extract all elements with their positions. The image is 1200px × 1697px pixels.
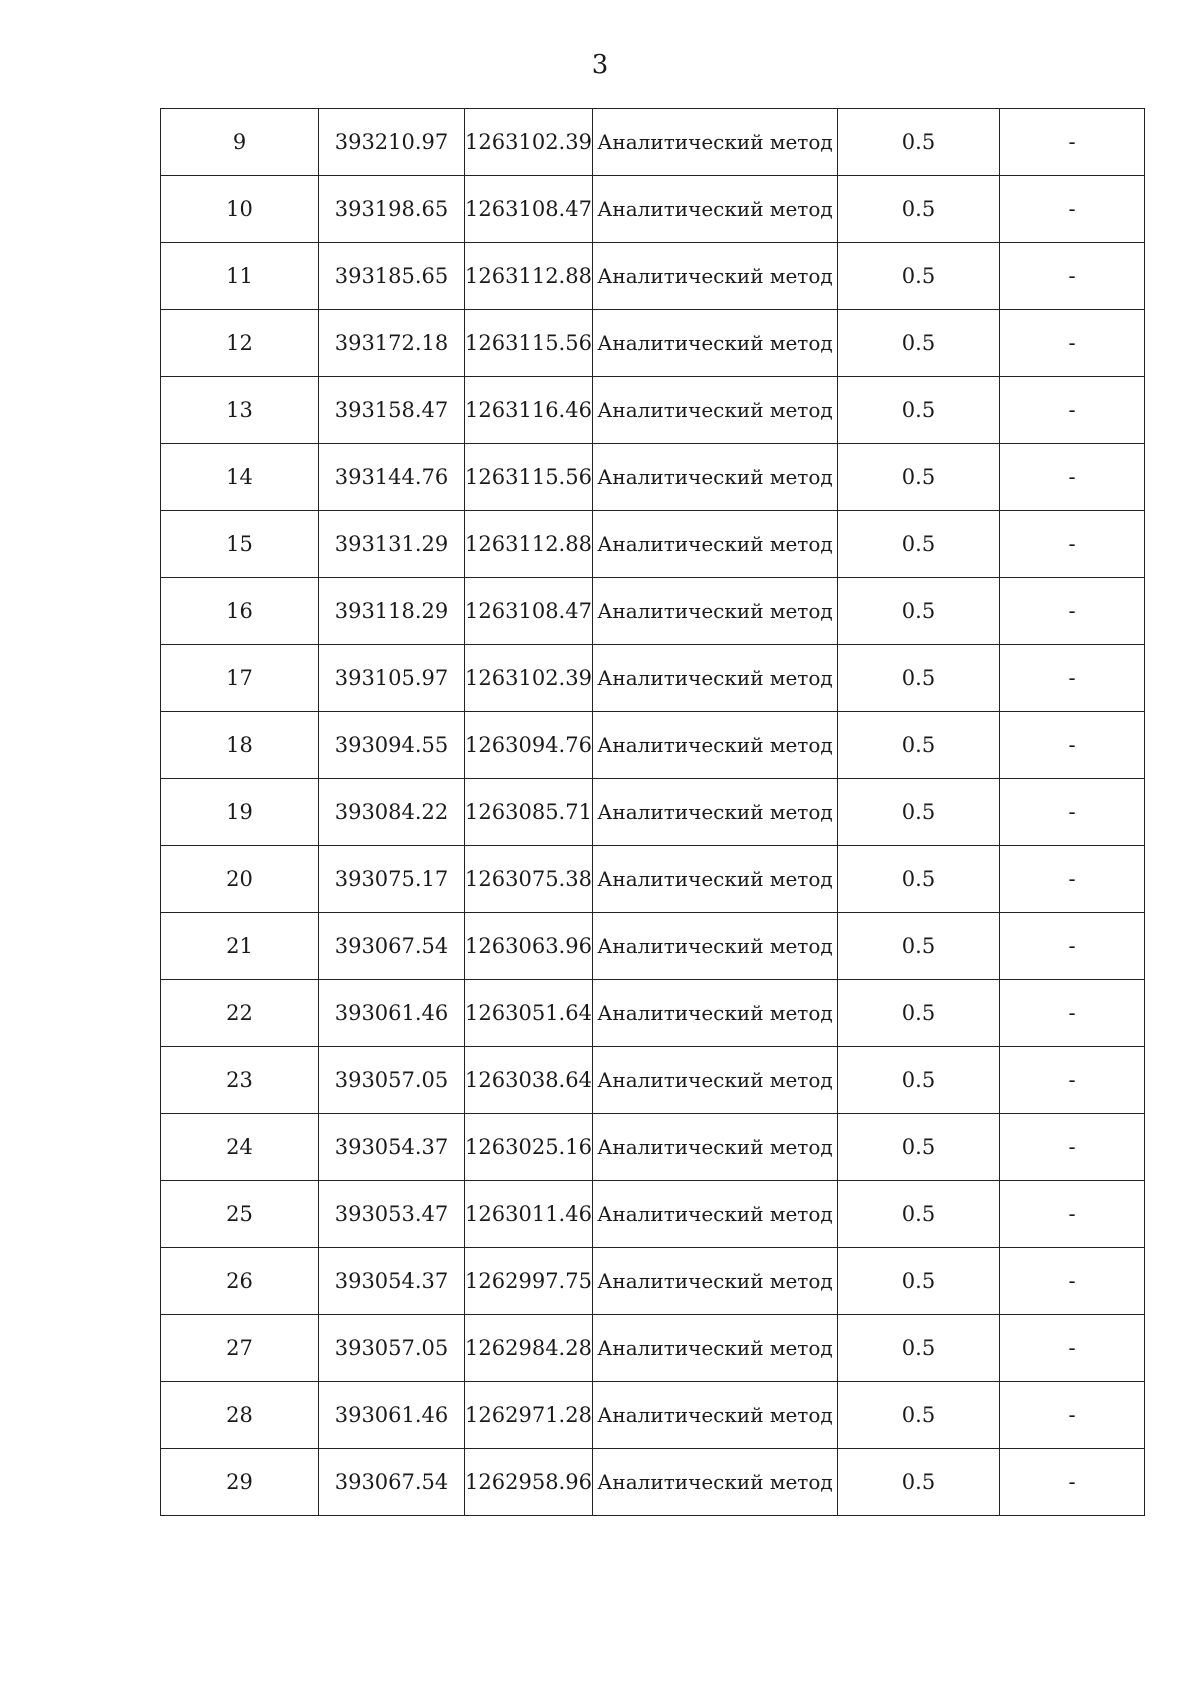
description-cell: -: [1000, 980, 1145, 1047]
y-coordinate-cell: 1263108.47: [465, 578, 593, 645]
point-number-cell: 20: [161, 846, 319, 913]
x-coordinate-cell: 393054.37: [319, 1114, 465, 1181]
y-coordinate-cell: 1263075.38: [465, 846, 593, 913]
point-number-cell: 13: [161, 377, 319, 444]
description-cell: -: [1000, 511, 1145, 578]
description-cell: -: [1000, 109, 1145, 176]
x-coordinate-cell: 393158.47: [319, 377, 465, 444]
accuracy-cell: 0.5: [838, 1047, 1000, 1114]
table-row: [161, 913, 1145, 980]
table-row: [161, 1114, 1145, 1181]
description-cell: -: [1000, 846, 1145, 913]
accuracy-cell: 0.5: [838, 712, 1000, 779]
accuracy-cell: 0.5: [838, 243, 1000, 310]
accuracy-cell: 0.5: [838, 377, 1000, 444]
x-coordinate-cell: 393144.76: [319, 444, 465, 511]
y-coordinate-cell: 1262997.75: [465, 1248, 593, 1315]
y-coordinate-cell: 1262958.96: [465, 1449, 593, 1516]
point-number-cell: 9: [161, 109, 319, 176]
method-cell: Аналитический метод: [593, 645, 838, 712]
description-cell: -: [1000, 1181, 1145, 1248]
method-cell: Аналитический метод: [593, 1449, 838, 1516]
method-cell: Аналитический метод: [593, 846, 838, 913]
table-row: [161, 1248, 1145, 1315]
description-cell: -: [1000, 578, 1145, 645]
y-coordinate-cell: 1263063.96: [465, 913, 593, 980]
accuracy-cell: 0.5: [838, 109, 1000, 176]
description-cell: -: [1000, 1114, 1145, 1181]
table-row: [161, 645, 1145, 712]
y-coordinate-cell: 1263025.16: [465, 1114, 593, 1181]
point-number-cell: 26: [161, 1248, 319, 1315]
point-number-cell: 10: [161, 176, 319, 243]
method-cell: Аналитический метод: [593, 1114, 838, 1181]
table-row: [161, 310, 1145, 377]
y-coordinate-cell: 1263115.56: [465, 310, 593, 377]
y-coordinate-cell: 1263115.56: [465, 444, 593, 511]
table-row: [161, 846, 1145, 913]
coordinates-table: [160, 108, 1145, 1516]
table-row: [161, 243, 1145, 310]
accuracy-cell: 0.5: [838, 846, 1000, 913]
y-coordinate-cell: 1263102.39: [465, 645, 593, 712]
method-cell: Аналитический метод: [593, 712, 838, 779]
method-cell: Аналитический метод: [593, 578, 838, 645]
table-row: [161, 779, 1145, 846]
table-row: [161, 1047, 1145, 1114]
x-coordinate-cell: 393054.37: [319, 1248, 465, 1315]
accuracy-cell: 0.5: [838, 444, 1000, 511]
point-number-cell: 27: [161, 1315, 319, 1382]
point-number-cell: 19: [161, 779, 319, 846]
table-row: [161, 980, 1145, 1047]
method-cell: Аналитический метод: [593, 1181, 838, 1248]
method-cell: Аналитический метод: [593, 176, 838, 243]
point-number-cell: 17: [161, 645, 319, 712]
point-number-cell: 16: [161, 578, 319, 645]
point-number-cell: 25: [161, 1181, 319, 1248]
y-coordinate-cell: 1262971.28: [465, 1382, 593, 1449]
method-cell: Аналитический метод: [593, 310, 838, 377]
y-coordinate-cell: 1263112.88: [465, 243, 593, 310]
point-number-cell: 18: [161, 712, 319, 779]
x-coordinate-cell: 393057.05: [319, 1315, 465, 1382]
table-row: [161, 1181, 1145, 1248]
description-cell: -: [1000, 377, 1145, 444]
point-number-cell: 23: [161, 1047, 319, 1114]
description-cell: -: [1000, 444, 1145, 511]
method-cell: Аналитический метод: [593, 1047, 838, 1114]
description-cell: -: [1000, 176, 1145, 243]
y-coordinate-cell: 1263112.88: [465, 511, 593, 578]
x-coordinate-cell: 393061.46: [319, 1382, 465, 1449]
accuracy-cell: 0.5: [838, 1181, 1000, 1248]
description-cell: -: [1000, 913, 1145, 980]
description-cell: -: [1000, 1047, 1145, 1114]
method-cell: Аналитический метод: [593, 779, 838, 846]
table-row: [161, 578, 1145, 645]
y-coordinate-cell: 1263011.46: [465, 1181, 593, 1248]
accuracy-cell: 0.5: [838, 1248, 1000, 1315]
method-cell: Аналитический метод: [593, 109, 838, 176]
x-coordinate-cell: 393061.46: [319, 980, 465, 1047]
description-cell: -: [1000, 779, 1145, 846]
accuracy-cell: 0.5: [838, 913, 1000, 980]
table-row: [161, 712, 1145, 779]
accuracy-cell: 0.5: [838, 578, 1000, 645]
description-cell: -: [1000, 310, 1145, 377]
point-number-cell: 28: [161, 1382, 319, 1449]
method-cell: Аналитический метод: [593, 1382, 838, 1449]
table-row: [161, 1315, 1145, 1382]
point-number-cell: 14: [161, 444, 319, 511]
accuracy-cell: 0.5: [838, 1382, 1000, 1449]
accuracy-cell: 0.5: [838, 1449, 1000, 1516]
x-coordinate-cell: 393210.97: [319, 109, 465, 176]
point-number-cell: 29: [161, 1449, 319, 1516]
point-number-cell: 24: [161, 1114, 319, 1181]
table-row: [161, 1382, 1145, 1449]
table-row: [161, 377, 1145, 444]
description-cell: -: [1000, 645, 1145, 712]
x-coordinate-cell: 393185.65: [319, 243, 465, 310]
table-row: [161, 444, 1145, 511]
description-cell: -: [1000, 712, 1145, 779]
y-coordinate-cell: 1263108.47: [465, 176, 593, 243]
y-coordinate-cell: 1263116.46: [465, 377, 593, 444]
x-coordinate-cell: 393075.17: [319, 846, 465, 913]
accuracy-cell: 0.5: [838, 310, 1000, 377]
x-coordinate-cell: 393131.29: [319, 511, 465, 578]
table-row: [161, 511, 1145, 578]
page-number: 3: [591, 50, 609, 80]
point-number-cell: 12: [161, 310, 319, 377]
table-row: [161, 1449, 1145, 1516]
accuracy-cell: 0.5: [838, 1315, 1000, 1382]
x-coordinate-cell: 393067.54: [319, 913, 465, 980]
x-coordinate-cell: 393067.54: [319, 1449, 465, 1516]
point-number-cell: 15: [161, 511, 319, 578]
description-cell: -: [1000, 243, 1145, 310]
method-cell: Аналитический метод: [593, 1248, 838, 1315]
y-coordinate-cell: 1263094.76: [465, 712, 593, 779]
description-cell: -: [1000, 1315, 1145, 1382]
y-coordinate-cell: 1263102.39: [465, 109, 593, 176]
description-cell: -: [1000, 1248, 1145, 1315]
description-cell: -: [1000, 1382, 1145, 1449]
method-cell: Аналитический метод: [593, 1315, 838, 1382]
x-coordinate-cell: 393057.05: [319, 1047, 465, 1114]
description-cell: -: [1000, 1449, 1145, 1516]
accuracy-cell: 0.5: [838, 980, 1000, 1047]
x-coordinate-cell: 393053.47: [319, 1181, 465, 1248]
x-coordinate-cell: 393118.29: [319, 578, 465, 645]
accuracy-cell: 0.5: [838, 1114, 1000, 1181]
method-cell: Аналитический метод: [593, 913, 838, 980]
point-number-cell: 21: [161, 913, 319, 980]
method-cell: Аналитический метод: [593, 444, 838, 511]
y-coordinate-cell: 1263038.64: [465, 1047, 593, 1114]
table-row: [161, 109, 1145, 176]
method-cell: Аналитический метод: [593, 511, 838, 578]
method-cell: Аналитический метод: [593, 377, 838, 444]
accuracy-cell: 0.5: [838, 176, 1000, 243]
x-coordinate-cell: 393094.55: [319, 712, 465, 779]
y-coordinate-cell: 1263085.71: [465, 779, 593, 846]
x-coordinate-cell: 393198.65: [319, 176, 465, 243]
method-cell: Аналитический метод: [593, 980, 838, 1047]
x-coordinate-cell: 393105.97: [319, 645, 465, 712]
table-row: [161, 176, 1145, 243]
y-coordinate-cell: 1262984.28: [465, 1315, 593, 1382]
accuracy-cell: 0.5: [838, 511, 1000, 578]
point-number-cell: 22: [161, 980, 319, 1047]
x-coordinate-cell: 393172.18: [319, 310, 465, 377]
point-number-cell: 11: [161, 243, 319, 310]
accuracy-cell: 0.5: [838, 645, 1000, 712]
coordinates-table-body: [161, 109, 1145, 1516]
accuracy-cell: 0.5: [838, 779, 1000, 846]
x-coordinate-cell: 393084.22: [319, 779, 465, 846]
method-cell: Аналитический метод: [593, 243, 838, 310]
y-coordinate-cell: 1263051.64: [465, 980, 593, 1047]
